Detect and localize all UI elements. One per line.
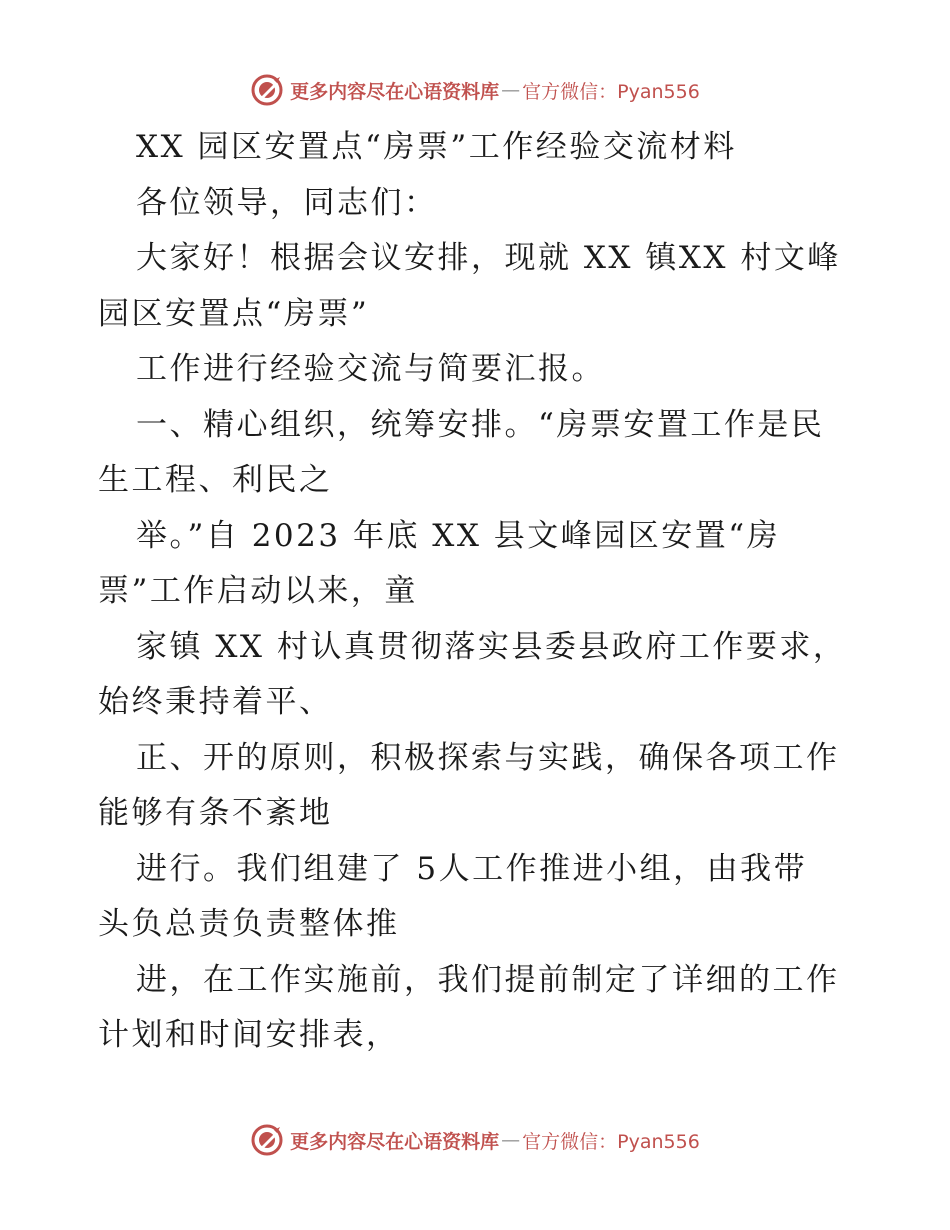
watermark-contact: 官方微信：Pyan556 bbox=[522, 80, 700, 103]
paragraph-line: 能够有条不紊地 bbox=[98, 795, 333, 831]
watermark-separator: — bbox=[501, 79, 521, 101]
watermark-text: 更多内容尽在心语资料库 bbox=[290, 80, 500, 103]
paragraph-line: 始终秉持着平、 bbox=[98, 684, 333, 720]
paragraph-line: 进，在工作实施前，我们提前制定了详细的工作 bbox=[136, 961, 840, 998]
watermark-contact: 官方微信：Pyan556 bbox=[522, 1130, 700, 1153]
paragraph-line: 园区安置点“房票” bbox=[98, 295, 370, 332]
document-body bbox=[98, 120, 858, 1064]
pen-seal-logo-icon bbox=[250, 1123, 284, 1157]
paragraph-line: 举。”自 2023 年底 XX 县文峰园区安置“房 bbox=[136, 517, 781, 554]
footer-watermark bbox=[0, 1120, 950, 1160]
paragraph-line: 头负总责负责整体推 bbox=[98, 906, 400, 942]
paragraph-line: 家镇 XX 村认真贯彻落实县委县政府工作要求， bbox=[136, 628, 847, 665]
paragraph-line: 生工程、利民之 bbox=[98, 462, 333, 498]
paragraph-line: 进行。我们组建了 5人工作推进小组，由我带 bbox=[136, 850, 808, 887]
pen-seal-logo-icon bbox=[250, 73, 284, 107]
section-heading-line: 一、精心组织，统筹安排。“房票安置工作是民 bbox=[136, 406, 825, 443]
watermark-text: 更多内容尽在心语资料库 bbox=[290, 1130, 500, 1153]
paragraph-line: 正、开的原则，积极探索与实践，确保各项工作 bbox=[136, 739, 840, 776]
document-title: XX 园区安置点“房票”工作经验交流材料 bbox=[136, 129, 737, 165]
header-watermark bbox=[0, 70, 950, 110]
salutation: 各位领导，同志们： bbox=[136, 184, 438, 221]
paragraph-line: 工作进行经验交流与简要汇报。 bbox=[136, 351, 605, 387]
paragraph-line: 大家好！根据会议安排，现就 XX 镇XX 村文峰 bbox=[136, 240, 841, 276]
paragraph-line: 票”工作启动以来，童 bbox=[98, 573, 418, 609]
watermark-separator: — bbox=[501, 1129, 521, 1151]
paragraph-line: 计划和时间安排表， bbox=[98, 1017, 400, 1053]
